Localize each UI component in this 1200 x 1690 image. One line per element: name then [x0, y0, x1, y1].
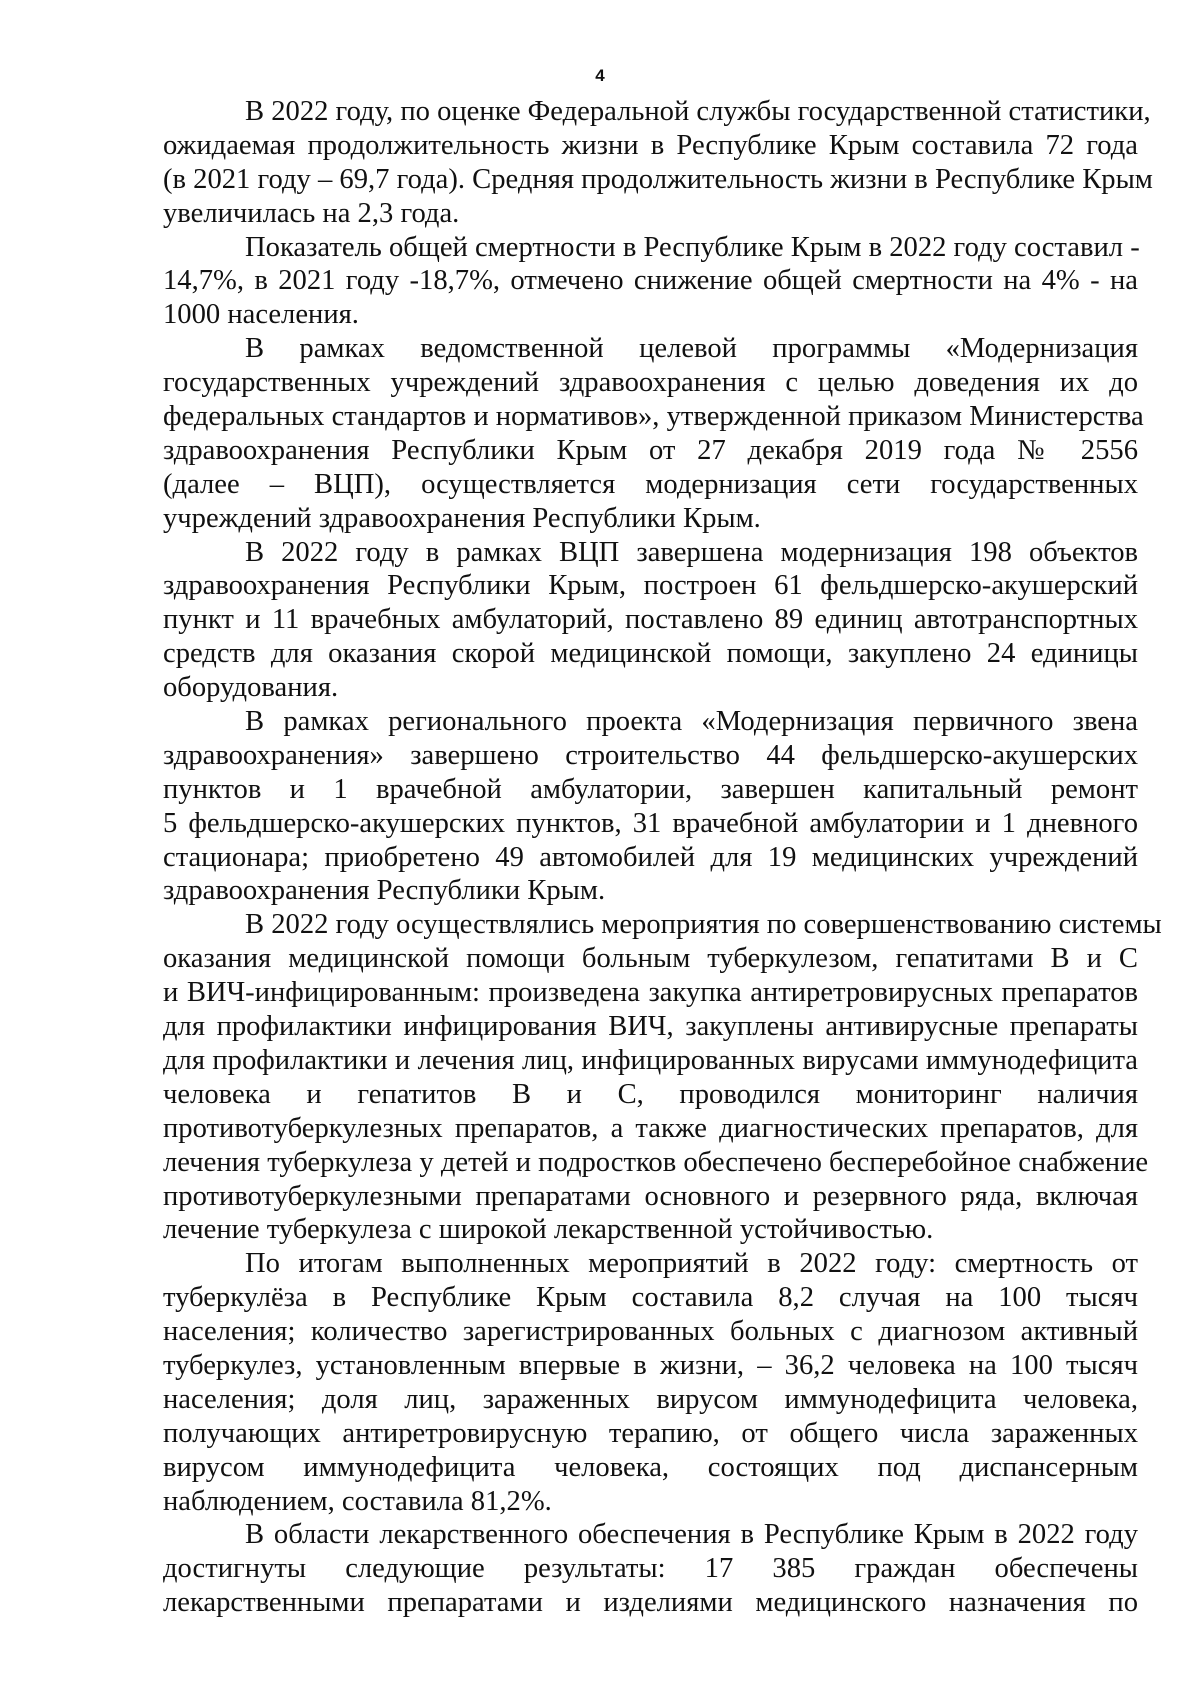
paragraph-life-expectancy	[163, 95, 1153, 231]
text-line: (в 2021 году – 69,7 года). Средняя продолжительность жизни в Республике Крым	[163, 163, 1153, 195]
text-line: для профилактики инфицирования ВИЧ, закуплены антивирусные препараты	[163, 1011, 1138, 1043]
paragraph-tuberculosis-hiv-measures	[163, 908, 1162, 1247]
text-line: наблюдением, составила 81,2%.	[163, 1485, 552, 1517]
paragraph-drug-provision	[163, 1518, 1138, 1620]
text-line: пункт и 11 врачебных амбулаторий, поставлено 89 единиц автотранспортных	[163, 604, 1138, 636]
text-line: В 2022 году в рамках ВЦП завершена модернизация 198 объектов	[245, 536, 1138, 568]
text-line: туберкулез, установленным впервые в жизни, – 36,2 человека на 100 тысяч	[163, 1349, 1138, 1381]
text-line: ожидаемая продолжительность жизни в Республике Крым составила 72 года	[163, 129, 1138, 161]
text-line: По итогам выполненных мероприятий в 2022 году: смертность от	[245, 1248, 1138, 1280]
text-line: средств для оказания скорой медицинской помощи, закуплено 24 единицы	[163, 638, 1138, 670]
paragraph-regional-project	[163, 705, 1138, 908]
text-line: противотуберкулезных препаратов, а также диагностических препаратов, для	[163, 1112, 1138, 1144]
text-line: туберкулёза в Республике Крым составила 8,2 случая на 100 тысяч	[163, 1282, 1138, 1314]
text-line: увеличилась на 2,3 года.	[163, 197, 460, 229]
text-line: 1000 населения.	[163, 299, 359, 331]
text-line: В 2022 году осуществлялись мероприятия по совершенствованию системы	[245, 909, 1162, 941]
text-line: В 2022 году, по оценке Федеральной службы государственной статистики,	[245, 96, 1151, 127]
text-line: пунктов и 1 врачебной амбулатории, завершен капитальный ремонт	[163, 773, 1138, 805]
text-line: здравоохранения Республики Крым.	[163, 875, 606, 907]
text-line: 5 фельдшерско-акушерских пунктов, 31 врачебной амбулатории и 1 дневного	[163, 807, 1138, 839]
text-line: здравоохранения Республики Крым от 27 декабря 2019 года № 2556	[163, 434, 1138, 466]
text-line: вирусом иммунодефицита человека, состоящих под диспансерным	[163, 1451, 1138, 1483]
text-line: стационара; приобретено 49 автомобилей для 19 медицинских учреждений	[163, 841, 1138, 873]
text-line: оказания медицинской помощи больным туберкулезом, гепатитами В и С	[163, 943, 1138, 975]
paragraph-outcomes	[163, 1247, 1138, 1518]
text-line: противотуберкулезными препаратами основного и резервного ряда, включая	[163, 1180, 1138, 1212]
text-line: В рамках регионального проекта «Модернизация первичного звена	[245, 706, 1138, 738]
text-line: лекарственными препаратами и изделиями медицинского назначения по	[163, 1587, 1138, 1619]
text-line: населения; доля лиц, зараженных вирусом иммунодефицита человека,	[163, 1383, 1138, 1415]
paragraph-modernization-program	[163, 332, 1144, 535]
document-body	[163, 95, 1162, 1620]
text-line: Показатель общей смертности в Республике Крым в 2022 году составил -	[245, 231, 1140, 263]
text-line: здравоохранения Республики Крым, построен 61 фельдшерско-акушерский	[163, 570, 1138, 602]
text-line: государственных учреждений здравоохранения с целью доведения их до	[163, 367, 1138, 399]
text-line: здравоохранения» завершено строительство 44 фельдшерско-акушерских	[163, 739, 1138, 771]
text-line: для профилактики и лечения лиц, инфицированных вирусами иммунодефицита	[163, 1044, 1138, 1076]
text-line: В области лекарственного обеспечения в Республике Крым в 2022 году	[245, 1519, 1138, 1551]
text-line: населения; количество зарегистрированных больных с диагнозом активный	[163, 1316, 1138, 1348]
text-line: 14,7%, в 2021 году -18,7%, отмечено снижение общей смертности на 4% - на	[163, 265, 1138, 297]
text-line: оборудования.	[163, 672, 339, 704]
text-line: и ВИЧ-инфицированным: произведена закупка антиретровирусных препаратов	[163, 977, 1138, 1009]
text-line: В рамках ведомственной целевой программы «Модернизация	[245, 333, 1138, 365]
text-line: (далее – ВЦП), осуществляется модернизация сети государственных	[163, 468, 1138, 500]
paragraph-vcp-results	[163, 536, 1138, 705]
text-line: учреждений здравоохранения Республики Крым.	[163, 502, 761, 534]
text-line: получающих антиретровирусную терапию, от общего числа зараженных	[163, 1417, 1138, 1449]
page-number: 4	[595, 66, 605, 85]
paragraph-mortality-rate	[163, 231, 1138, 333]
text-line: достигнуты следующие результаты: 17 385 граждан обеспечены	[163, 1553, 1138, 1585]
text-line: лечение туберкулеза с широкой лекарственной устойчивостью.	[163, 1214, 934, 1246]
text-line: лечения туберкулеза у детей и подростков обеспечено бесперебойное снабжение	[163, 1146, 1149, 1178]
text-line: федеральных стандартов и нормативов», утвержденной приказом Министерства	[163, 401, 1144, 433]
text-line: человека и гепатитов В и С, проводился мониторинг наличия	[163, 1078, 1138, 1110]
